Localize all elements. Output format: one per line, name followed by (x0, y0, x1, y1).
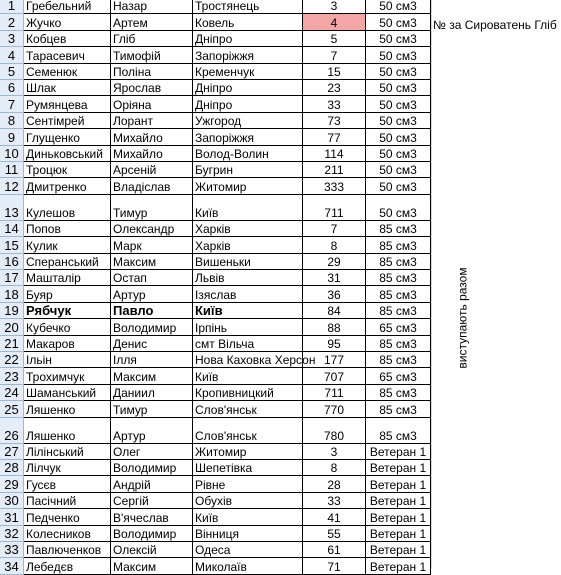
cell-city[interactable]: Ірпінь (193, 319, 303, 335)
vertical-note-text: виступають разом (456, 267, 471, 369)
row-header[interactable]: 33 (0, 542, 24, 558)
cell-num[interactable]: 71 (303, 558, 366, 574)
row-header[interactable]: 15 (0, 237, 24, 253)
cell-unit[interactable]: 85 см3 (366, 401, 431, 417)
cell-name[interactable]: Арсеній (111, 162, 193, 178)
cell-city[interactable]: Бугрин (193, 162, 303, 178)
row-header[interactable]: 34 (0, 558, 24, 574)
row-header[interactable]: 29 (0, 476, 24, 492)
row-header[interactable]: 23 (0, 368, 24, 384)
cell-city[interactable]: Кременчук (193, 64, 303, 80)
cell-unit[interactable]: Ветеран 1 (366, 493, 431, 509)
cell-city[interactable]: Тростянець (193, 0, 303, 14)
cell-name[interactable]: Остап (111, 270, 193, 286)
cell-unit[interactable]: 50 см3 (366, 14, 431, 30)
cell-surname[interactable]: Сперанський (24, 254, 111, 270)
cell-num[interactable]: 84 (303, 303, 366, 319)
cell-surname[interactable]: Лебедєв (24, 558, 111, 574)
cell-name[interactable]: Михайло (111, 129, 193, 145)
cell-unit[interactable]: Ветеран 1 (366, 476, 431, 492)
cell-name[interactable]: Андрій (111, 476, 193, 492)
cell-city[interactable]: Ужгород (193, 113, 303, 129)
cell-surname[interactable]: Кубечко (24, 319, 111, 335)
cell-name[interactable]: Ілля (111, 352, 193, 368)
cell-name[interactable]: Артур (111, 286, 193, 302)
row-header[interactable]: 31 (0, 509, 24, 525)
row-header[interactable]: 8 (0, 113, 24, 129)
cell-unit[interactable]: 65 см3 (366, 319, 431, 335)
cell-city[interactable]: Харків (193, 221, 303, 237)
cell-num[interactable]: 33 (303, 493, 366, 509)
cell-num[interactable]: 114 (303, 146, 366, 162)
cell-name[interactable]: В'ячеслав (111, 509, 193, 525)
row-header[interactable]: 17 (0, 270, 24, 286)
cell-surname[interactable]: Колесников (24, 526, 111, 542)
cell-name[interactable]: Владіслав (111, 178, 193, 194)
cell-surname[interactable]: Ільін (24, 352, 111, 368)
row-header[interactable]: 5 (0, 64, 24, 80)
cell-city[interactable]: Дніпро (193, 80, 303, 96)
cell-unit[interactable]: 50 см3 (366, 195, 431, 221)
cell-name[interactable]: Артем (111, 14, 193, 30)
cell-name[interactable]: Тимофій (111, 47, 193, 63)
row-header[interactable]: 24 (0, 385, 24, 401)
row-header[interactable]: 2 (0, 14, 24, 30)
cell-name[interactable]: Володимир (111, 526, 193, 542)
cell-surname[interactable]: Гусєв (24, 476, 111, 492)
cell-surname[interactable]: Шаманський (24, 385, 111, 401)
cell-surname[interactable]: Румянцева (24, 96, 111, 112)
cell-city[interactable]: Нова Каховка Херсон (195, 353, 316, 368)
cell-city[interactable]: Слов'янськ (193, 401, 303, 417)
cell-unit[interactable]: 85 см3 (366, 418, 431, 444)
row-header[interactable]: 4 (0, 47, 24, 63)
cell-unit[interactable]: 50 см3 (366, 146, 431, 162)
cell-num[interactable]: 41 (303, 509, 366, 525)
cell-num[interactable]: 15 (303, 64, 366, 80)
cell-unit[interactable]: 85 см3 (366, 385, 431, 401)
cell-name[interactable]: Максим (111, 254, 193, 270)
cell-surname[interactable]: Пасічний (24, 493, 111, 509)
cell-num[interactable]: 770 (303, 401, 366, 417)
cell-surname[interactable]: Семенюк (24, 64, 111, 80)
cell-name[interactable]: Олексій (111, 542, 193, 558)
row-header[interactable]: 16 (0, 254, 24, 270)
row-header[interactable]: 3 (0, 31, 24, 47)
cell-num[interactable]: 31 (303, 270, 366, 286)
row-header[interactable]: 27 (0, 444, 24, 460)
cell-unit[interactable]: 85 см3 (366, 270, 431, 286)
cell-city[interactable]: Київ (193, 303, 303, 319)
row-header[interactable]: 11 (0, 162, 24, 178)
cell-surname[interactable]: Трохимчук (24, 368, 111, 384)
row-header[interactable]: 6 (0, 80, 24, 96)
cell-city[interactable]: Обухів (193, 493, 303, 509)
cell-city[interactable]: Львів (193, 270, 303, 286)
cell-name[interactable]: Денис (111, 336, 193, 352)
cell-surname[interactable]: Тарасевич (24, 47, 111, 63)
cell-city[interactable]: Київ (193, 195, 303, 221)
cell-city[interactable]: смт Вільча (193, 336, 303, 352)
cell-surname[interactable]: Диньковський (24, 146, 111, 162)
cell-surname[interactable]: Глущенко (24, 129, 111, 145)
cell-city[interactable]: Вишеньки (193, 254, 303, 270)
cell-name[interactable]: Олександр (111, 221, 193, 237)
cell-city[interactable]: Волод-Волин (193, 146, 303, 162)
cell-num[interactable]: 77 (303, 129, 366, 145)
cell-surname[interactable]: Ляшенко (24, 418, 111, 444)
cell-num[interactable]: 177 (303, 352, 366, 368)
cell-surname[interactable]: Машталір (24, 270, 111, 286)
row-header[interactable]: 26 (0, 418, 24, 444)
cell-num[interactable]: 7 (303, 47, 366, 63)
cell-num[interactable]: 28 (303, 476, 366, 492)
cell-name[interactable]: Максим (111, 368, 193, 384)
cell-unit[interactable]: 50 см3 (366, 113, 431, 129)
cell-surname[interactable]: Буяр (24, 286, 111, 302)
cell-unit[interactable]: 50 см3 (366, 178, 431, 194)
cell-city[interactable]: Дніпро (193, 31, 303, 47)
cell-surname[interactable]: Кобцев (24, 31, 111, 47)
row-header[interactable]: 20 (0, 319, 24, 335)
cell-name[interactable]: Гліб (111, 31, 193, 47)
row-header[interactable]: 12 (0, 178, 24, 194)
row-header[interactable]: 10 (0, 146, 24, 162)
cell-unit[interactable]: Ветеран 1 (366, 526, 431, 542)
cell-surname[interactable]: Лілінський (24, 444, 111, 460)
cell-name[interactable]: Олег (111, 444, 193, 460)
cell-num[interactable]: 23 (303, 80, 366, 96)
cell-surname[interactable]: Ляшенко (24, 401, 111, 417)
cell-city[interactable]: Київ (193, 368, 303, 384)
cell-num[interactable]: 780 (303, 418, 366, 444)
cell-name[interactable]: Ярослав (111, 80, 193, 96)
row-header[interactable]: 25 (0, 401, 24, 417)
cell-city[interactable]: Миколаїв (193, 558, 303, 574)
cell-city[interactable]: Ковель (193, 14, 303, 30)
cell-num[interactable]: 33 (303, 96, 366, 112)
cell-num[interactable]: 8 (303, 237, 366, 253)
cell-unit[interactable]: 85 см3 (366, 221, 431, 237)
cell-unit[interactable]: 50 см3 (366, 162, 431, 178)
cell-surname[interactable]: Макаров (24, 336, 111, 352)
cell-unit[interactable]: 85 см3 (366, 336, 431, 352)
cell-unit[interactable]: Ветеран 1 (366, 558, 431, 574)
cell-name[interactable]: Павло (111, 303, 193, 319)
cell-city[interactable]: Вінниця (193, 526, 303, 542)
cell-surname[interactable]: Педченко (24, 509, 111, 525)
cell-num[interactable]: 3 (303, 444, 366, 460)
cell-city[interactable]: Шепетівка (193, 460, 303, 476)
row-header[interactable]: 1 (0, 0, 24, 14)
cell-unit[interactable]: Ветеран 1 (366, 460, 431, 476)
row-header[interactable]: 28 (0, 460, 24, 476)
cell-num[interactable]: 95 (303, 336, 366, 352)
cell-surname[interactable]: Кулик (24, 237, 111, 253)
cell-num[interactable]: 4 (303, 14, 366, 30)
cell-num[interactable]: 333 (303, 178, 366, 194)
row-header[interactable]: 18 (0, 286, 24, 302)
cell-unit[interactable]: 50 см3 (366, 64, 431, 80)
cell-name[interactable]: Сергій (111, 493, 193, 509)
cell-unit[interactable]: 85 см3 (366, 237, 431, 253)
cell-surname[interactable]: Попов (24, 221, 111, 237)
cell-unit[interactable]: 85 см3 (366, 303, 431, 319)
cell-city[interactable]: Рівне (193, 476, 303, 492)
cell-unit[interactable]: 65 см3 (366, 368, 431, 384)
cell-unit[interactable]: 50 см3 (366, 80, 431, 96)
cell-num[interactable]: 73 (303, 113, 366, 129)
row-header[interactable]: 13 (0, 195, 24, 221)
cell-name[interactable]: Назар (111, 0, 193, 14)
cell-unit[interactable]: 50 см3 (366, 0, 431, 14)
cell-num[interactable]: 211 (303, 162, 366, 178)
cell-name[interactable]: Даниил (111, 385, 193, 401)
cell-unit[interactable]: 50 см3 (366, 31, 431, 47)
cell-surname[interactable]: Павлюченков (24, 542, 111, 558)
cell-num[interactable]: 29 (303, 254, 366, 270)
cell-num[interactable]: 711 (303, 385, 366, 401)
cell-surname[interactable]: Лілчук (24, 460, 111, 476)
cell-name[interactable]: Марк (111, 237, 193, 253)
cell-surname[interactable]: Сентімрей (24, 113, 111, 129)
cell-surname[interactable]: Шлак (24, 80, 111, 96)
cell-unit[interactable]: 50 см3 (366, 47, 431, 63)
cell-surname[interactable]: Гребельний (24, 0, 111, 14)
cell-surname[interactable]: Жучко (24, 14, 111, 30)
row-header[interactable]: 30 (0, 493, 24, 509)
cell-city[interactable]: Слов'янськ (193, 418, 303, 444)
cell-surname[interactable]: Кулешов (24, 195, 111, 221)
cell-num[interactable]: 7 (303, 221, 366, 237)
cell-city[interactable]: Житомир (193, 178, 303, 194)
cell-num[interactable]: 711 (303, 195, 366, 221)
cell-name[interactable]: Максим (111, 558, 193, 574)
cell-surname[interactable]: Рябчук (24, 303, 111, 319)
cell-name[interactable]: Поліна (111, 64, 193, 80)
cell-num[interactable]: 36 (303, 286, 366, 302)
cell-city[interactable]: Дніпро (193, 96, 303, 112)
cell-name[interactable]: Володимир (111, 319, 193, 335)
row-header[interactable]: 14 (0, 221, 24, 237)
cell-num[interactable]: 3 (303, 0, 366, 14)
empty-columns-area (431, 0, 561, 568)
cell-num[interactable]: 8 (303, 460, 366, 476)
cell-unit[interactable]: 50 см3 (366, 96, 431, 112)
cell-city[interactable]: Запоріжжя (193, 47, 303, 63)
cell-name[interactable]: Тимур (111, 401, 193, 417)
cell-surname[interactable]: Троцюк (24, 162, 111, 178)
row-header[interactable]: 7 (0, 96, 24, 112)
cell-unit[interactable]: 85 см3 (366, 254, 431, 270)
cell-unit[interactable]: Ветеран 1 (366, 444, 431, 460)
cell-unit[interactable]: Ветеран 1 (366, 542, 431, 558)
cell-city[interactable]: Кропивницкий (193, 385, 303, 401)
cell-num[interactable]: 707 (303, 368, 366, 384)
cell-unit[interactable]: 85 см3 (366, 286, 431, 302)
cell-name[interactable]: Артур (111, 418, 193, 444)
cell-name[interactable]: Тимур (111, 195, 193, 221)
cell-unit[interactable]: Ветеран 1 (366, 509, 431, 525)
cell-name[interactable]: Михайло (111, 146, 193, 162)
cell-name[interactable]: Лорант (111, 113, 193, 129)
cell-num[interactable]: 88 (303, 319, 366, 335)
cell-city[interactable]: Житомир (193, 444, 303, 460)
cell-num[interactable]: 5 (303, 31, 366, 47)
cell-city[interactable]: Запоріжжя (193, 129, 303, 145)
cell-unit[interactable]: 50 см3 (366, 129, 431, 145)
cell-city[interactable]: Київ (193, 509, 303, 525)
row-header[interactable]: 22 (0, 352, 24, 368)
cell-city[interactable]: Одеса (193, 542, 303, 558)
row-header[interactable]: 32 (0, 526, 24, 542)
cell-num[interactable]: 61 (303, 542, 366, 558)
note-cell-row2[interactable]: № за Сироватень Гліб (433, 18, 557, 32)
cell-name[interactable]: Оріяна (111, 96, 193, 112)
row-header[interactable]: 21 (0, 336, 24, 352)
cell-surname[interactable]: Дмитренко (24, 178, 111, 194)
row-header[interactable]: 19 (0, 303, 24, 319)
cell-unit[interactable]: 85 см3 (366, 352, 431, 368)
cell-name[interactable]: Володимир (111, 460, 193, 476)
row-header[interactable]: 9 (0, 129, 24, 145)
vertical-note-cell[interactable] (456, 268, 470, 368)
cell-city[interactable]: Харків (193, 237, 303, 253)
cell-num[interactable]: 55 (303, 526, 366, 542)
cell-city[interactable]: Ізяслав (193, 286, 303, 302)
